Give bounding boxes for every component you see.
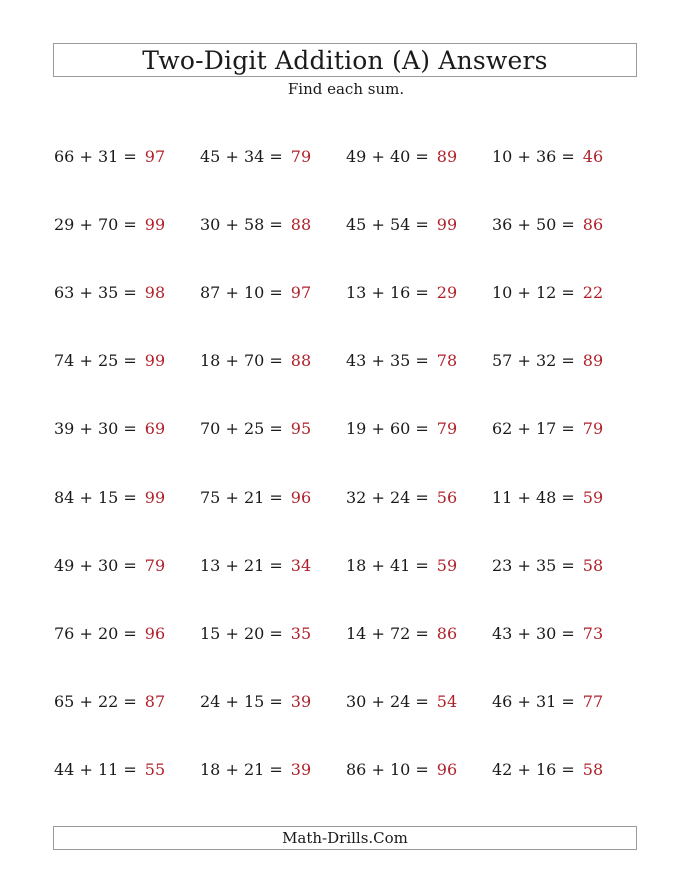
problem-item xyxy=(346,282,457,304)
problem-item xyxy=(346,555,457,577)
problem-item xyxy=(492,214,603,236)
problem-answer: 73 xyxy=(582,623,604,643)
problem-answer: 59 xyxy=(582,487,604,507)
problem-item xyxy=(492,146,603,168)
problem-expression: 76 + 20 = xyxy=(54,623,137,643)
problem-item xyxy=(54,691,165,713)
problem-expression: 57 + 32 = xyxy=(492,351,575,371)
problem-answer: 39 xyxy=(290,691,312,711)
problem-expression: 74 + 25 = xyxy=(54,351,137,371)
problem-item xyxy=(346,487,457,509)
problem-item xyxy=(346,146,457,168)
problem-answer: 39 xyxy=(290,759,312,779)
problem-answer: 97 xyxy=(144,147,166,166)
problem-item xyxy=(492,487,603,509)
problem-item xyxy=(346,214,457,236)
problem-expression: 45 + 54 = xyxy=(346,215,429,235)
problem-answer: 96 xyxy=(290,487,312,507)
problem-item xyxy=(346,350,457,372)
problem-expression: 14 + 72 = xyxy=(346,623,429,643)
problem-expression: 15 + 20 = xyxy=(200,623,283,643)
footer-box xyxy=(53,826,637,850)
problem-answer: 88 xyxy=(290,351,312,371)
problem-item xyxy=(200,487,311,509)
problem-answer: 58 xyxy=(582,759,604,779)
footer-credit: Math-Drills.Com xyxy=(282,829,408,847)
problem-answer: 69 xyxy=(144,419,166,439)
problem-expression: 39 + 30 = xyxy=(54,419,137,439)
problem-answer: 88 xyxy=(290,215,312,235)
problem-answer: 55 xyxy=(144,759,166,779)
problem-answer: 22 xyxy=(582,283,604,303)
problem-answer: 96 xyxy=(436,759,458,779)
problem-expression: 63 + 35 = xyxy=(54,283,137,303)
problem-answer: 79 xyxy=(436,419,458,439)
problem-answer: 58 xyxy=(582,555,604,575)
problem-item xyxy=(54,759,165,781)
problem-expression: 32 + 24 = xyxy=(346,487,429,507)
problem-item xyxy=(54,214,165,236)
problem-answer: 97 xyxy=(290,283,312,303)
problem-item xyxy=(200,759,311,781)
problem-answer: 87 xyxy=(144,691,166,711)
problem-item xyxy=(200,418,311,440)
problem-expression: 87 + 10 = xyxy=(200,283,283,303)
problem-item xyxy=(346,623,457,645)
problem-item xyxy=(346,691,457,713)
problem-expression: 49 + 40 = xyxy=(346,147,429,166)
problem-expression: 18 + 21 = xyxy=(200,759,283,779)
problem-expression: 66 + 31 = xyxy=(54,147,137,166)
problem-item xyxy=(54,487,165,509)
problem-item xyxy=(54,623,165,645)
problem-answer: 99 xyxy=(144,487,166,507)
problem-answer: 77 xyxy=(582,691,604,711)
problem-item xyxy=(54,146,165,168)
problem-expression: 70 + 25 = xyxy=(200,419,283,439)
problem-answer: 78 xyxy=(436,351,458,371)
problem-expression: 84 + 15 = xyxy=(54,487,137,507)
problem-expression: 49 + 30 = xyxy=(54,555,137,575)
page-title: Two-Digit Addition (A) Answers xyxy=(142,45,548,75)
problem-expression: 23 + 35 = xyxy=(492,555,575,575)
problem-answer: 79 xyxy=(144,555,166,575)
problem-item xyxy=(492,555,603,577)
problem-expression: 18 + 41 = xyxy=(346,555,429,575)
problem-answer: 79 xyxy=(290,147,312,166)
problem-answer: 54 xyxy=(436,691,458,711)
problem-item xyxy=(54,282,165,304)
problem-item xyxy=(200,282,311,304)
problem-expression: 86 + 10 = xyxy=(346,759,429,779)
problem-expression: 29 + 70 = xyxy=(54,215,137,235)
problem-answer: 56 xyxy=(436,487,458,507)
problem-expression: 43 + 30 = xyxy=(492,623,575,643)
problem-expression: 19 + 60 = xyxy=(346,419,429,439)
problem-item xyxy=(492,759,603,781)
problem-answer: 29 xyxy=(436,283,458,303)
problem-answer: 86 xyxy=(582,215,604,235)
problem-expression: 43 + 35 = xyxy=(346,351,429,371)
problem-item xyxy=(54,555,165,577)
problem-answer: 99 xyxy=(436,215,458,235)
problem-expression: 62 + 17 = xyxy=(492,419,575,439)
problem-expression: 65 + 22 = xyxy=(54,691,137,711)
problem-expression: 11 + 48 = xyxy=(492,487,575,507)
problem-expression: 13 + 16 = xyxy=(346,283,429,303)
instructions: Find each sum. xyxy=(287,80,405,98)
problem-item xyxy=(492,623,603,645)
problem-answer: 99 xyxy=(144,351,166,371)
problem-expression: 10 + 36 = xyxy=(492,147,575,166)
problem-answer: 98 xyxy=(144,283,166,303)
problem-item xyxy=(492,282,603,304)
problem-answer: 59 xyxy=(436,555,458,575)
problem-expression: 13 + 21 = xyxy=(200,555,283,575)
problem-expression: 46 + 31 = xyxy=(492,691,575,711)
problem-expression: 44 + 11 = xyxy=(54,759,137,779)
problem-answer: 99 xyxy=(144,215,166,235)
problem-answer: 35 xyxy=(290,623,312,643)
problem-item xyxy=(346,418,457,440)
problem-answer: 46 xyxy=(582,147,604,166)
problem-expression: 18 + 70 = xyxy=(200,351,283,371)
problem-item xyxy=(200,146,311,168)
problem-answer: 79 xyxy=(582,419,604,439)
problem-expression: 24 + 15 = xyxy=(200,691,283,711)
problem-expression: 45 + 34 = xyxy=(200,147,283,166)
problem-item xyxy=(54,418,165,440)
problem-answer: 89 xyxy=(436,147,458,166)
problem-item xyxy=(492,691,603,713)
problem-item xyxy=(200,691,311,713)
problem-expression: 75 + 21 = xyxy=(200,487,283,507)
problem-answer: 89 xyxy=(582,351,604,371)
problem-item xyxy=(346,759,457,781)
problem-expression: 10 + 12 = xyxy=(492,283,575,303)
problem-item xyxy=(200,214,311,236)
problem-expression: 42 + 16 = xyxy=(492,759,575,779)
problem-expression: 36 + 50 = xyxy=(492,215,575,235)
problem-answer: 86 xyxy=(436,623,458,643)
problem-item xyxy=(200,555,311,577)
problem-answer: 34 xyxy=(290,555,312,575)
problem-item xyxy=(492,418,603,440)
problem-item xyxy=(200,623,311,645)
problem-answer: 95 xyxy=(290,419,312,439)
problem-item xyxy=(54,350,165,372)
problem-expression: 30 + 24 = xyxy=(346,691,429,711)
problem-item xyxy=(492,350,603,372)
problem-expression: 30 + 58 = xyxy=(200,215,283,235)
problem-answer: 96 xyxy=(144,623,166,643)
problem-item xyxy=(200,350,311,372)
